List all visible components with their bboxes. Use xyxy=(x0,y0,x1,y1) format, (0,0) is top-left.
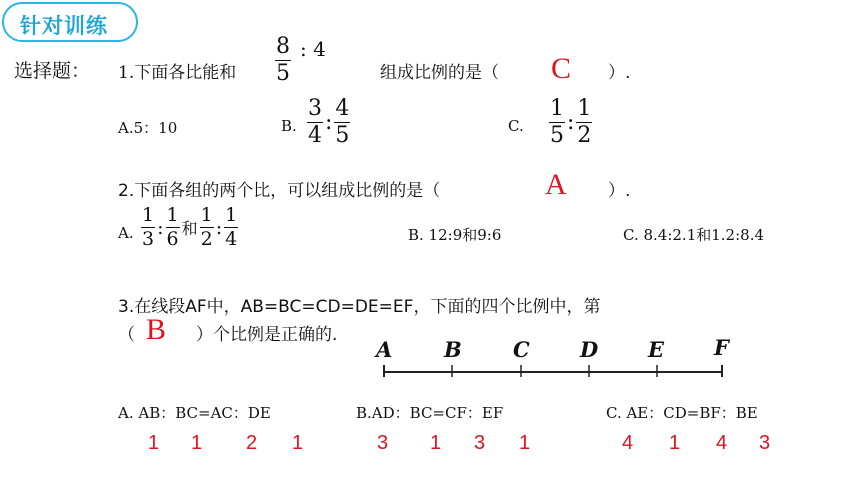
q1-option-c: $\frac{1}{5}$ : $\frac{1}{2}$ xyxy=(550,96,592,148)
q3-line2: ）个比例是正确的. xyxy=(196,325,338,345)
point-label-b: B xyxy=(444,337,462,362)
q3-a-count-3: 2 xyxy=(246,432,258,454)
q1-option-c-label: C. xyxy=(508,117,524,135)
q2-option-a-label: A. xyxy=(118,224,134,242)
q3-b-count-1: 3 xyxy=(377,432,389,454)
q1-ratio-rest: : 4 xyxy=(300,36,326,61)
q3-a-count-2: 1 xyxy=(191,432,203,454)
point-label-c: C xyxy=(513,337,530,362)
segment-af-diagram xyxy=(370,332,740,384)
q3-option-b: B.AD：BC=CF：EF xyxy=(356,404,504,422)
q3-a-count-4: 1 xyxy=(292,432,304,454)
q1-prefix: 1.下面各比能和 xyxy=(118,63,237,83)
q1-close: ）. xyxy=(608,63,631,83)
point-label-f: F xyxy=(714,335,729,360)
q1-option-b: $\frac{3}{4}$ : $\frac{4}{5}$ xyxy=(308,96,350,148)
q3-c-count-4: 3 xyxy=(759,432,771,454)
section-label: 选择题： xyxy=(14,60,91,82)
section-badge-label: 针对训练 xyxy=(20,14,108,38)
q3-line1: 3.在线段AF中，AB=BC=CD=DE=EF，下面的四个比例中，第 xyxy=(118,297,601,317)
point-label-d: D xyxy=(580,337,599,362)
section-badge xyxy=(2,2,138,42)
q3-b-count-2: 1 xyxy=(430,432,442,454)
q2-option-b: B. 12:9和9:6 xyxy=(408,226,502,244)
q3-option-c: C. AE：CD=BF：BE xyxy=(606,404,758,422)
q1-suffix: 组成比例的是（ xyxy=(380,63,499,83)
q1-option-b-label: B. xyxy=(281,117,297,135)
q1-fraction: $\frac{8}{5}$ xyxy=(276,34,290,86)
point-label-e: E xyxy=(648,337,665,362)
q3-b-count-4: 1 xyxy=(519,432,531,454)
q2-option-a: $\frac{1}{3}$ : $\frac{1}{6}$ 和 $\frac{1}{2}$ : $\frac{1}{4}$ xyxy=(142,204,238,250)
q3-open: （ xyxy=(118,325,135,345)
q1-answer: C xyxy=(551,52,572,85)
q2-option-c: C. 8.4:2.1和1.2:8.4 xyxy=(623,226,765,244)
q3-c-count-1: 4 xyxy=(622,432,634,454)
point-label-a: A xyxy=(376,337,393,362)
q3-answer: B xyxy=(146,313,167,346)
q3-b-count-3: 3 xyxy=(474,432,486,454)
q1-option-a: A.5：10 xyxy=(118,119,178,137)
q2-close: ）. xyxy=(608,181,631,201)
q3-c-count-2: 1 xyxy=(669,432,681,454)
q3-option-a: A. AB：BC=AC：DE xyxy=(118,404,271,422)
q1-ratio xyxy=(275,36,328,85)
q3-a-count-1: 1 xyxy=(148,432,160,454)
q2-text: 2.下面各组的两个比，可以组成比例的是（ xyxy=(118,181,441,201)
q2-answer: A xyxy=(545,168,567,201)
q3-c-count-3: 4 xyxy=(716,432,728,454)
